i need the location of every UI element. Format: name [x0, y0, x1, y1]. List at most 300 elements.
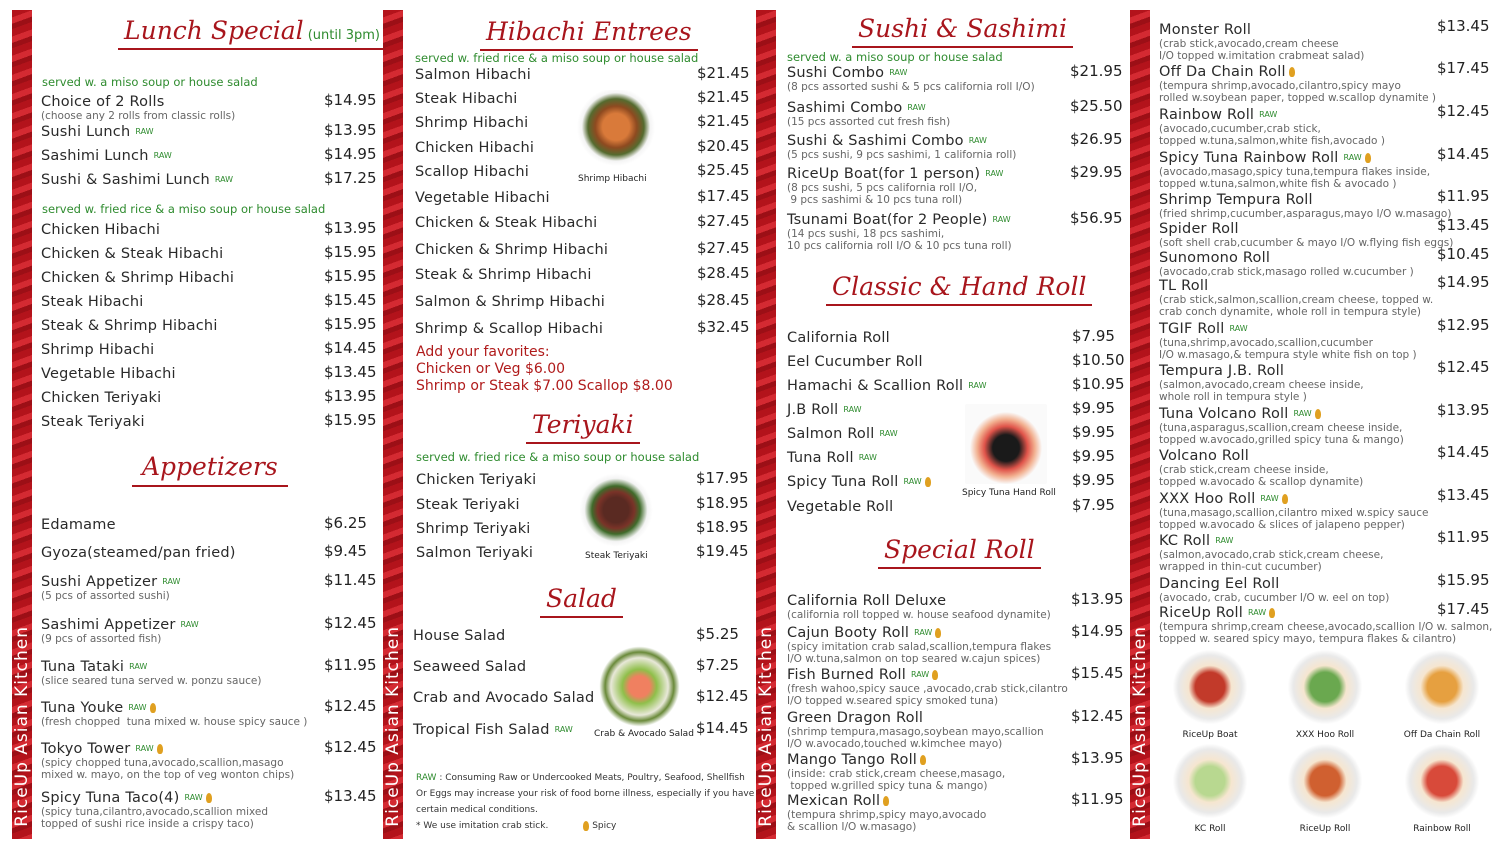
menu-item	[787, 790, 986, 833]
item-description: (fresh wahoo,spicy sauce ,avocado,crab stick,cilantro I/O topped w.seared spicy smoked tuna)	[787, 683, 1068, 707]
legal-line: certain medical conditions.	[416, 805, 538, 815]
item-name: J.B Roll	[787, 402, 839, 418]
photo-caption: Steak Teriyaki	[585, 551, 648, 561]
item-description: (avocado,masago,spicy tuna,tempura flakes inside, topped w.tuna,salmon,white fish & avocado )	[1159, 166, 1431, 190]
menu-item	[1159, 360, 1364, 403]
item-name: RiceUp Roll	[1159, 605, 1243, 621]
item-name: Seaweed Salad	[413, 659, 527, 675]
raw-badge: RAW	[214, 175, 234, 184]
item-name: Steak & Shrimp Hibachi	[41, 318, 218, 334]
menu-item	[413, 687, 594, 706]
item-price: $13.45	[324, 787, 377, 805]
item-description: (crab stick,cream cheese inside, topped w.avocado & scallop dynamite)	[1159, 464, 1364, 488]
item-name: TL Roll	[1159, 278, 1209, 294]
spicy-icon	[883, 796, 889, 806]
roll-photo	[1170, 741, 1250, 821]
menu-item	[41, 291, 144, 310]
menu-item	[1159, 445, 1363, 488]
roll-photo	[1402, 741, 1482, 821]
menu-item	[413, 656, 526, 675]
item-name: Cajun Booty Roll	[787, 625, 910, 641]
menu-item	[41, 91, 235, 122]
item-name: Chicken & Steak Hibachi	[41, 246, 224, 262]
menu-item	[787, 447, 877, 466]
menu-item	[413, 625, 505, 644]
special-title: Special Roll	[878, 535, 1041, 569]
raw-badge: RAW	[914, 628, 933, 637]
item-description: (8 pcs assorted sushi & 5 pcs california roll I/O)	[787, 81, 1035, 93]
item-price: $15.45	[324, 291, 377, 309]
raw-badge: RAW	[968, 136, 987, 145]
item-description: (tempura shrimp,avocado,cilantro,spicy mayo rolled w.soybean paper, topped w.scallop dynamite )	[1159, 80, 1437, 104]
item-name: Salmon Teriyaki	[416, 545, 534, 561]
menu-item	[41, 738, 294, 781]
raw-badge: RAW	[992, 215, 1011, 224]
item-name: Crab and Avocado Salad	[413, 690, 595, 706]
item-price: $14.45	[324, 339, 377, 357]
menu-item	[787, 327, 890, 346]
item-price: $17.45	[1437, 59, 1490, 77]
item-name: Sushi Lunch	[41, 124, 131, 140]
menu-item	[1159, 189, 1451, 220]
roll-photo	[1285, 741, 1365, 821]
menu-item	[41, 363, 176, 382]
item-price: $5.25	[696, 625, 739, 643]
item-price: $14.95	[324, 145, 377, 163]
menu-item	[413, 719, 573, 738]
menu-item	[787, 496, 893, 515]
item-name: Chicken Teriyaki	[416, 472, 537, 488]
legal-line: : Consuming Raw or Undercooked Meats, Poultry, Seafood, Shellfish	[439, 773, 745, 783]
menu-item	[787, 749, 1005, 792]
spicy-icon	[920, 755, 926, 765]
item-name: Monster Roll	[1159, 22, 1252, 38]
menu-item	[416, 494, 520, 513]
item-price: $14.95	[1071, 622, 1124, 640]
photo-caption: Crab & Avocado Salad	[594, 729, 694, 739]
menu-item	[41, 339, 154, 358]
raw-badge: RAW	[903, 477, 922, 486]
item-name: Sushi & Sashimi Lunch	[41, 172, 210, 188]
menu-item	[415, 187, 550, 206]
menu-item	[787, 97, 950, 128]
item-price: $56.95	[1070, 209, 1123, 227]
item-description: (salmon,avocado,cream cheese inside, whole roll in tempura style )	[1159, 379, 1364, 403]
item-name: Salmon Roll	[787, 426, 875, 442]
item-name: Green Dragon Roll	[787, 710, 924, 726]
menu-item	[415, 112, 528, 131]
side-banner-1	[12, 10, 32, 839]
item-price: $13.95	[1437, 401, 1490, 419]
item-description: (shrimp tempura,masago,soybean mayo,scallion I/O w.avocado,touched w.kimchee mayo)	[787, 726, 1044, 750]
item-description: (salmon,avocado,crab stick,cream cheese, wrapped in thin-cut cucumber)	[1159, 549, 1384, 573]
appetizers-title: Appetizers	[132, 452, 288, 487]
item-name: Sashimi Lunch	[41, 148, 149, 164]
item-name: Hamachi & Scallion Roll	[787, 378, 964, 394]
item-name: Choice of 2 Rolls	[41, 94, 165, 110]
crab-avocado-salad-photo	[599, 646, 680, 727]
fav-line: Chicken or Veg $6.00	[416, 361, 566, 377]
raw-badge: RAW	[128, 703, 147, 712]
item-price: $14.45	[696, 719, 749, 737]
item-price: $13.95	[1071, 590, 1124, 608]
raw-badge: RAW	[985, 169, 1004, 178]
menu-item	[415, 212, 597, 231]
photo-caption: Off Da Chain Roll	[1403, 730, 1481, 740]
item-price: $17.25	[324, 169, 377, 187]
photo-caption: Spicy Tuna Hand Roll	[962, 488, 1056, 498]
item-price: $7.25	[696, 656, 739, 674]
spicy-icon	[150, 703, 156, 713]
spicy-icon	[1289, 67, 1295, 77]
item-name: Steak & Shrimp Hibachi	[415, 267, 592, 283]
item-name: Dancing Eel Roll	[1159, 576, 1280, 592]
item-price: $12.45	[1437, 358, 1490, 376]
item-name: Sunomono Roll	[1159, 250, 1271, 266]
raw-disclaimer	[416, 770, 754, 834]
spicy-icon	[1315, 409, 1321, 419]
raw-badge: RAW	[907, 103, 926, 112]
menu-item	[41, 121, 154, 140]
item-price: $13.45	[1437, 216, 1490, 234]
lunch-special-title	[118, 16, 386, 50]
raw-badge: RAW	[968, 381, 987, 390]
item-description: (5 pcs sushi, 9 pcs sashimi, 1 california roll)	[787, 149, 1017, 161]
item-name: Scallop Hibachi	[415, 164, 530, 180]
item-price: $17.45	[697, 187, 750, 205]
roll-photo	[1170, 647, 1250, 727]
item-price: $14.45	[1437, 443, 1490, 461]
item-price: $17.45	[1437, 600, 1490, 618]
item-name: Steak Hibachi	[41, 294, 144, 310]
menu-item	[787, 209, 1012, 252]
item-name: Spider Roll	[1159, 221, 1239, 237]
menu-item	[41, 387, 161, 406]
item-price: $15.95	[324, 315, 377, 333]
menu-item	[41, 571, 180, 602]
item-name: Tuna Volcano Roll	[1159, 406, 1289, 422]
menu-item	[41, 267, 234, 286]
menu-item	[41, 656, 261, 687]
item-price: $6.25	[324, 514, 367, 532]
menu-item	[787, 130, 1016, 161]
item-price: $32.45	[697, 318, 750, 336]
item-name: TGIF Roll	[1159, 321, 1225, 337]
item-price: $10.45	[1437, 245, 1490, 263]
menu-item	[41, 542, 236, 561]
item-description: (spicy chopped tuna,avocado,scallion,masago mixed w. mayo, on the top of veg wonton chips)	[41, 757, 295, 781]
roll-photo	[1285, 647, 1365, 727]
item-price: $27.45	[697, 239, 750, 257]
item-price: $15.45	[1071, 664, 1124, 682]
item-name: Sushi & Sashimi Combo	[787, 133, 964, 149]
menu-item	[1159, 61, 1436, 104]
item-price: $12.45	[1071, 707, 1124, 725]
item-price: $26.95	[1070, 130, 1123, 148]
item-price: $25.50	[1070, 97, 1123, 115]
menu-item	[415, 318, 603, 337]
item-name: Steak Teriyaki	[41, 414, 145, 430]
item-description: (choose any 2 rolls from classic rolls)	[41, 110, 236, 122]
item-price: $11.95	[1437, 187, 1490, 205]
menu-item	[1159, 147, 1430, 190]
item-price: $12.45	[1437, 102, 1490, 120]
item-price: $10.50	[1072, 351, 1125, 369]
spicy-icon	[925, 477, 931, 487]
item-price: $18.95	[696, 518, 749, 536]
sushi-note: served w. a miso soup or house salad	[787, 50, 1003, 64]
lunch-note-1: served w. a miso soup or house salad	[42, 75, 258, 89]
item-description: (15 pcs assorted cut fresh fish)	[787, 116, 951, 128]
item-description: (fresh chopped tuna mixed w. house spicy sauce )	[41, 716, 308, 728]
brand-vertical-text: RiceUp Asian Kitchen	[756, 626, 776, 827]
item-price: $27.45	[697, 212, 750, 230]
menu-item	[41, 697, 307, 728]
fav-line: Add your favorites:	[416, 344, 550, 360]
hibachi-title: Hibachi Entrees	[480, 17, 698, 51]
item-name: KC Roll	[1159, 533, 1211, 549]
item-name: Off Da Chain Roll	[1159, 64, 1286, 80]
item-price: $13.95	[324, 121, 377, 139]
item-name: Steak Teriyaki	[416, 497, 520, 513]
item-description: (soft shell crab,cucumber & mayo I/O w.flying fish eggs)	[1159, 237, 1454, 249]
item-description: (crab stick,avocado,cream cheese I/O topped w.imitation crabmeat salad)	[1159, 38, 1365, 62]
menu-item	[415, 88, 518, 107]
item-description: (tempura shrimp,spicy mayo,avocado & scallion I/O w.masago)	[787, 809, 987, 833]
raw-badge: RAW	[1247, 608, 1267, 617]
menu-item	[415, 239, 608, 258]
raw-badge: RAW	[1259, 110, 1278, 119]
item-price: $7.95	[1072, 496, 1115, 514]
raw-badge: RAW	[889, 68, 908, 77]
item-price: $21.45	[697, 64, 750, 82]
menu-item	[1159, 218, 1453, 249]
photo-caption: RiceUp Roll	[1299, 824, 1351, 834]
item-description: (tuna,asparagus,scallion,cream cheese inside, topped w.avocado,grilled spicy tuna & mango)	[1159, 422, 1404, 446]
photo-caption: XXX Hoo Roll	[1295, 730, 1355, 740]
item-price: $13.95	[324, 387, 377, 405]
item-name: Shrimp & Scallop Hibachi	[415, 321, 604, 337]
menu-item	[41, 219, 160, 238]
photo-caption: Rainbow Roll	[1413, 824, 1471, 834]
item-price: $17.95	[696, 469, 749, 487]
item-description: (slice seared tuna served w. ponzu sauce)	[41, 675, 262, 687]
item-price: $14.95	[324, 91, 377, 109]
item-name: Shrimp Tempura Roll	[1159, 192, 1313, 208]
item-description: (fried shrimp,cucumber,asparagus,mayo I/O w.masago)	[1159, 208, 1452, 220]
item-description: (avocado, crab, cucumber I/O w. eel on top)	[1159, 592, 1390, 604]
item-price: $13.95	[1071, 749, 1124, 767]
item-name: Chicken Hibachi	[415, 140, 535, 156]
hibachi-note: served w. fried rice & a miso soup or house salad	[415, 51, 699, 65]
item-price: $20.45	[697, 137, 750, 155]
menu-item	[1159, 247, 1414, 278]
spicy-icon	[932, 670, 938, 680]
item-name: XXX Hoo Roll	[1159, 491, 1256, 507]
item-name: House Salad	[413, 628, 506, 644]
sushi-title: Sushi & Sashimi	[852, 14, 1073, 48]
item-description: (avocado,cucumber,crab stick, topped w.tuna,salmon,white fish,avocado )	[1159, 123, 1385, 147]
spicy-icon	[935, 628, 941, 638]
lunch-subtitle: (until 3pm)	[307, 28, 380, 43]
menu-item	[787, 664, 1068, 707]
item-name: Salmon & Shrimp Hibachi	[415, 294, 605, 310]
item-description: (5 pcs of assorted sushi)	[41, 590, 170, 602]
menu-item	[41, 315, 218, 334]
raw-badge: RAW	[1260, 494, 1279, 503]
menu-item	[1159, 403, 1404, 446]
photo-caption: KC Roll	[1194, 824, 1226, 834]
item-price: $11.45	[324, 571, 377, 589]
raw-badge: RAW	[879, 429, 898, 438]
item-name: Tuna Roll	[787, 450, 854, 466]
item-price: $14.45	[1437, 145, 1490, 163]
menu-item	[41, 169, 233, 188]
raw-badge: RAW	[1343, 153, 1362, 162]
menu-item	[1159, 488, 1428, 531]
item-description: (tuna,masago,scallion,cilantro mixed w.spicy sauce topped w.avocado & slices of jalapeno pepper)	[1159, 507, 1429, 531]
item-name: Tsunami Boat(for 2 People)	[787, 212, 988, 228]
item-name: Chicken Hibachi	[41, 222, 161, 238]
brand-vertical-text: RiceUp Asian Kitchen	[12, 626, 32, 827]
menu-item	[41, 243, 223, 262]
menu-item	[787, 622, 1051, 665]
item-name: Spicy Tuna Rainbow Roll	[1159, 150, 1339, 166]
item-price: $12.45	[324, 697, 377, 715]
item-price: $9.95	[1072, 447, 1115, 465]
shrimp-hibachi-photo	[575, 90, 657, 172]
item-name: Shrimp Hibachi	[415, 115, 529, 131]
item-name: Rainbow Roll	[1159, 107, 1255, 123]
spicy-icon	[157, 744, 163, 754]
menu-item	[416, 518, 531, 537]
menu-item	[1159, 530, 1383, 573]
item-name: Chicken & Shrimp Hibachi	[41, 270, 235, 286]
classic-title: Classic & Hand Roll	[826, 272, 1092, 306]
raw-badge: RAW	[554, 725, 573, 734]
teriyaki-note: served w. fried rice & a miso soup or house salad	[416, 450, 700, 464]
item-name: Chicken & Steak Hibachi	[415, 215, 598, 231]
menu-item	[787, 163, 1003, 206]
steak-teriyaki-photo	[575, 470, 657, 550]
item-price: $14.95	[1437, 273, 1490, 291]
item-name: Sushi Combo	[787, 65, 885, 81]
menu-item	[41, 787, 268, 830]
item-price: $28.45	[697, 291, 750, 309]
menu-item	[416, 542, 533, 561]
item-name: Steak Hibachi	[415, 91, 518, 107]
section-title: Lunch Special	[124, 16, 304, 45]
item-price: $11.95	[1437, 528, 1490, 546]
item-price: $12.45	[696, 687, 749, 705]
raw-badge: RAW	[1229, 324, 1248, 333]
menu-item	[41, 145, 172, 164]
teriyaki-title: Teriyaki	[526, 410, 640, 444]
item-price: $21.45	[697, 112, 750, 130]
item-price: $11.95	[324, 656, 377, 674]
spicy-icon	[1365, 153, 1371, 163]
item-price: $13.45	[324, 363, 377, 381]
menu-item	[1159, 318, 1417, 361]
item-description: (spicy imitation crab salad,scallion,tempura flakes I/O w.tuna,salmon on top seared w.cajun spices)	[787, 641, 1052, 665]
menu-item	[41, 514, 116, 533]
item-price: $12.95	[1437, 316, 1490, 334]
legal-line: * We use imitation crab stick.	[416, 821, 549, 831]
fav-line: Shrimp or Steak $7.00 Scallop $8.00	[416, 378, 673, 394]
item-name: Edamame	[41, 517, 116, 533]
item-price: $15.95	[324, 243, 377, 261]
menu-item	[416, 469, 536, 488]
item-name: Sashimi Appetizer	[41, 617, 176, 633]
spicy-label: Spicy	[592, 821, 617, 831]
item-price: $29.95	[1070, 163, 1123, 181]
raw-badge: RAW	[184, 793, 203, 802]
legal-line: Or Eggs may increase your risk of food borne illness, especially if you have	[416, 789, 755, 799]
item-name: Fish Burned Roll	[787, 667, 906, 683]
menu-item	[787, 375, 986, 394]
item-name: Sushi Appetizer	[41, 574, 158, 590]
item-price: $15.95	[324, 267, 377, 285]
item-name: Vegetable Roll	[787, 499, 894, 515]
item-price: $19.45	[696, 542, 749, 560]
item-price: $12.45	[324, 738, 377, 756]
item-price: $11.95	[1071, 790, 1124, 808]
menu-item	[1159, 104, 1385, 147]
menu-item	[415, 137, 534, 156]
item-name: Tempura J.B. Roll	[1159, 363, 1285, 379]
photo-caption: RiceUp Boat	[1182, 730, 1238, 740]
item-name: Tuna Tataki	[41, 659, 125, 675]
side-banner-3	[756, 10, 776, 839]
item-price: $18.95	[696, 494, 749, 512]
item-name: Tropical Fish Salad	[413, 722, 550, 738]
item-name: Mango Tango Roll	[787, 752, 918, 768]
item-name: California Roll	[787, 330, 890, 346]
item-description: (tempura shrimp,cream cheese,avocado,scallion I/O w. salmon, topped w. seared spicy mayo, tempura flakes & cilantro)	[1159, 621, 1493, 645]
item-description: (crab stick,salmon,scallion,cream cheese, topped w. crab conch dynamite, whole roll in tempura style)	[1159, 294, 1434, 318]
item-name: Mexican Roll	[787, 793, 881, 809]
item-price: $9.45	[324, 542, 367, 560]
item-name: Vegetable Hibachi	[415, 190, 550, 206]
menu-item	[1159, 19, 1364, 62]
raw-badge: RAW	[153, 151, 172, 160]
item-name: Vegetable Hibachi	[41, 366, 176, 382]
menu-item	[787, 423, 898, 442]
menu-item	[787, 62, 1035, 93]
item-price: $28.45	[697, 264, 750, 282]
menu-item	[1159, 573, 1389, 604]
item-name: Spicy Tuna Taco(4)	[41, 790, 180, 806]
item-price: $9.95	[1072, 471, 1115, 489]
raw-badge: RAW	[135, 744, 154, 753]
raw-badge: RAW	[180, 620, 199, 629]
raw-badge: RAW	[1215, 536, 1234, 545]
raw-badge: RAW	[858, 453, 877, 462]
item-price: $13.45	[1437, 486, 1490, 504]
menu-item	[1159, 275, 1433, 318]
item-name: Chicken & Shrimp Hibachi	[415, 242, 609, 258]
spicy-icon	[206, 793, 212, 803]
menu-item	[787, 471, 931, 490]
menu-item	[415, 264, 592, 283]
menu-item	[415, 161, 529, 180]
item-name: Tuna Youke	[41, 700, 124, 716]
item-description: (tuna,shrimp,avocado,scallion,cucumber I/O w.masago,& tempura style white fish on top )	[1159, 337, 1417, 361]
raw-badge: RAW	[1293, 409, 1312, 418]
spicy-tuna-hand-roll-photo	[965, 404, 1047, 484]
item-description: (inside: crab stick,cream cheese,masago, topped w.grilled spicy tuna & mango)	[787, 768, 1006, 792]
raw-label: RAW	[416, 773, 437, 783]
